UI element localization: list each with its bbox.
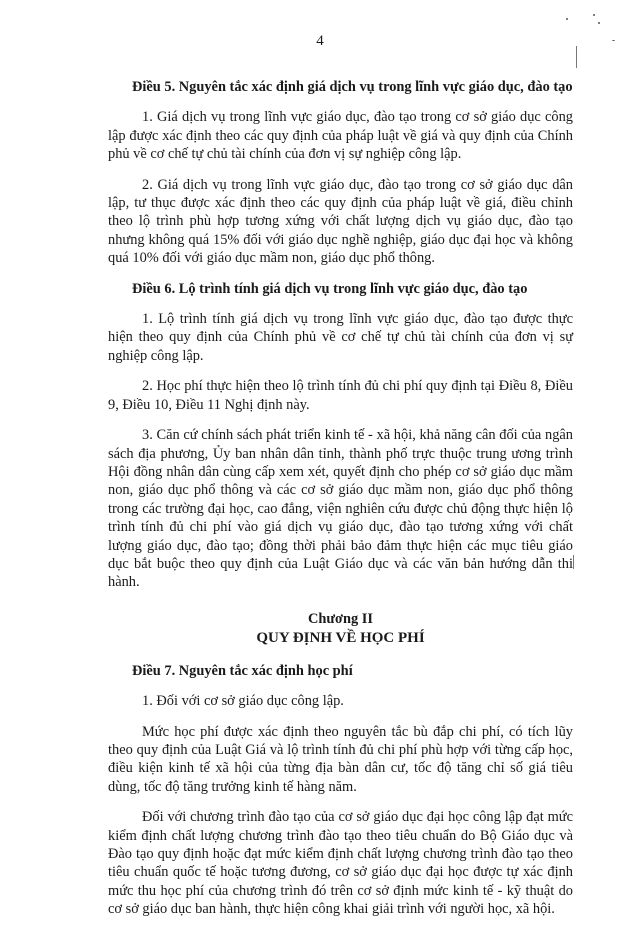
article-6-paragraph-2: 2. Học phí thực hiện theo lộ trình tính đủ chi phí quy định tại Điều 8, Điều 9, Điều 10, Điều 11 Nghị định này. xyxy=(108,378,573,413)
scan-speck xyxy=(566,18,568,20)
article-5-paragraph-1: 1. Giá dịch vụ trong lĩnh vực giáo dục, đào tạo trong cơ sở giáo dục công lập được xác định theo các quy định của pháp luật về giá và quy định của Chính phủ về cơ chế tự chủ tài chính của đơn vị sự nghiệp công lập. xyxy=(108,109,573,163)
article-6-title: Điều 6. Lộ trình tính giá dịch vụ trong lĩnh vực giáo dục, đào tạo xyxy=(132,280,528,297)
article-7-paragraph-1: 1. Đối với cơ sở giáo dục công lập. xyxy=(142,693,344,710)
article-5-title: Điều 5. Nguyên tắc xác định giá dịch vụ trong lĩnh vực giáo dục, đào tạo xyxy=(132,79,573,95)
article-6-paragraph-3: 3. Căn cứ chính sách phát triển kinh tế - xã hội, khả năng cân đối của ngân sách địa phương, Ủy ban nhân dân tỉnh, thành phố trực thuộc trung ương trình Hội đồng nhân dân cùng cấp xem xét, quyết định cho phép cơ sở giáo dục mầm non, giáo dục phổ thông và các cơ sở giáo dục mầm non, giáo dục phổ thông trong các trường đại học, cao đẳng, viện nghiên cứu được chủ động thực hiện lộ trình tính đủ chi phí vào giá dịch vụ giáo dục, đào tạo tương xứng với chất lượng giáo dục, đào tạo; đồng thời phải bảo đảm thực hiện các mục tiêu giáo dục bắt buộc theo quy định của Luật Giáo dục và các văn bản hướng dẫn thi hành. xyxy=(108,427,573,591)
document-body xyxy=(108,78,573,931)
chapter-number: Chương II xyxy=(308,610,373,627)
chapter-title: QUY ĐỊNH VỀ HỌC PHÍ xyxy=(256,629,425,646)
article-5-paragraph-2: 2. Giá dịch vụ trong lĩnh vực giáo dục, đào tạo trong cơ sở giáo dục dân lập, tư thục được xác định theo các quy định của pháp luật về giá, điều chỉnh theo lộ trình phù hợp tương xứng với chất lượng dịch vụ giáo dục, đào tạo nhưng không quá 15% đối với giáo dục nghề nghiệp, giáo dục đại học và không quá 10% đối với giáo dục mầm non, giáo dục phổ thông. xyxy=(108,176,573,267)
article-7-paragraph-3: Đối với chương trình đào tạo của cơ sở giáo dục đại học công lập đạt mức kiểm định chất lượng chương trình đào tạo theo tiêu chuẩn do Bộ Giáo dục và Đào tạo quy định hoặc đạt mức kiểm định chất lượng chương trình đào tạo theo tiêu chuẩn quốc tế hoặc tương đương, cơ sở giáo dục đại học được tự xác định mức thu học phí của chương trình đó trên cơ sở định mức kinh tế - kỹ thuật do cơ sở giáo dục ban hành, thực hiện công khai giải trình với người học, xã hội. xyxy=(108,809,573,918)
scan-speck xyxy=(593,14,595,16)
scan-margin-line xyxy=(576,46,577,68)
article-7-paragraph-2: Mức học phí được xác định theo nguyên tắc bù đắp chi phí, có tích lũy theo quy định của Luật Giá và lộ trình tính đủ chi phí phù hợp với từng cấp học, điều kiện kinh tế xã hội của từng địa bàn dân cư, tốc độ tăng chỉ số giá tiêu dùng, tốc độ tăng trưởng kinh tế hàng năm. xyxy=(108,723,573,795)
scan-speck xyxy=(598,22,600,24)
article-6-paragraph-1: 1. Lộ trình tính giá dịch vụ trong lĩnh vực giáo dục, đào tạo được thực hiện theo quy định của Chính phủ về cơ chế tự chủ tài chính của đơn vị sự nghiệp công lập. xyxy=(108,311,573,364)
scan-margin-line xyxy=(573,555,574,569)
chapter-heading xyxy=(108,610,573,648)
scan-speck xyxy=(612,40,615,41)
page-number: 4 xyxy=(316,33,324,49)
article-7-title: Điều 7. Nguyên tắc xác định học phí xyxy=(132,662,353,679)
